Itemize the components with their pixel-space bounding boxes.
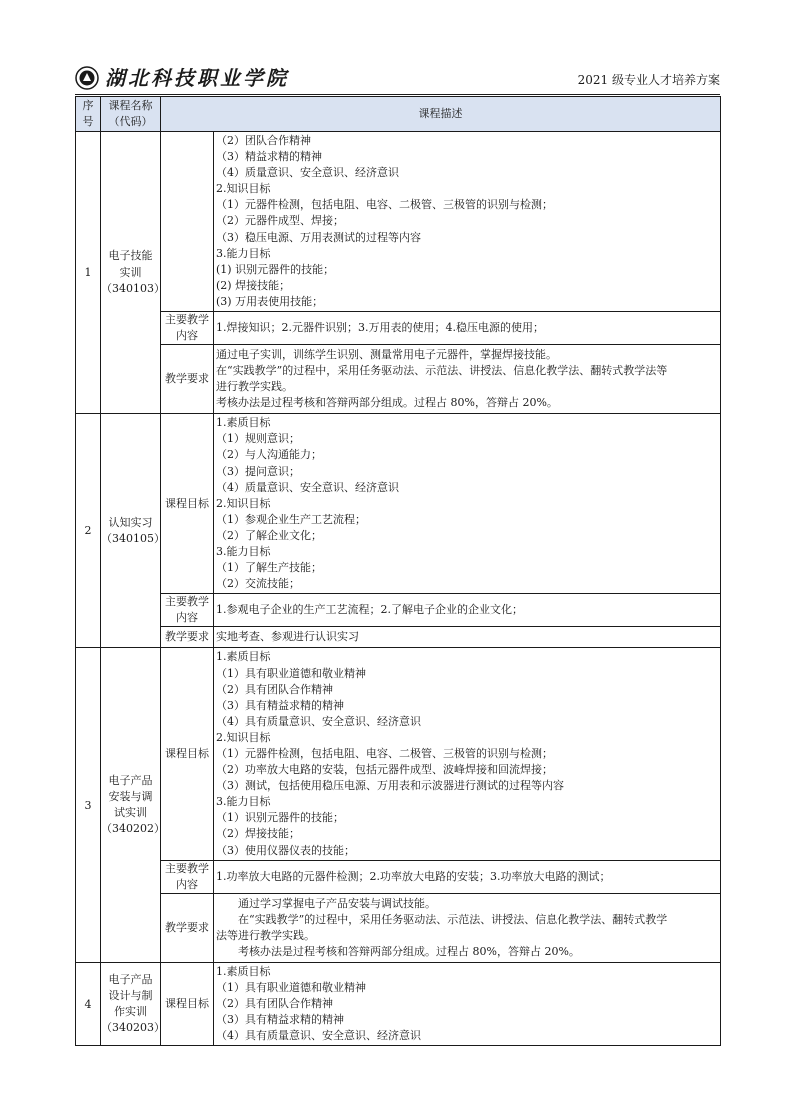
section-description: 1.焊接知识；2.元器件识别；3.万用表的使用；4.稳压电源的使用； bbox=[214, 312, 721, 345]
section-description: 1.素质目标 （1）规则意识； （2）与人沟通能力； （3）提问意识； （4）质量意识、安全意识、经济意识 2.知识目标 （1）参观企业生产工艺流程； （2）了解企业文化； 3.能力目标 （1）了解生产技能； （2）交流技能； bbox=[214, 414, 721, 594]
header-divider bbox=[75, 94, 720, 95]
course-number: 2 bbox=[76, 414, 101, 648]
table-row bbox=[76, 594, 721, 627]
section-type: 教学要求 bbox=[161, 345, 214, 414]
document-title: 2021 级专业人才培养方案 bbox=[577, 73, 720, 87]
table-row bbox=[76, 312, 721, 345]
column-header-description: 课程描述 bbox=[161, 97, 721, 132]
school-logo-icon bbox=[75, 66, 99, 90]
section-description: 1.参观电子企业的生产工艺流程；2.了解电子企业的企业文化； bbox=[214, 594, 721, 627]
column-header-no: 序 号 bbox=[76, 97, 101, 132]
course-name: 认知实习 （340105） bbox=[101, 414, 161, 648]
section-description: 通过学习掌握电子产品安装与调试技能。 在“实践教学”的过程中，采用任务驱动法、示范法、讲授法、信息化教学法、翻转式教学 法等进行教学实践。 考核办法是过程考核和答辩两部分组成。过程占 80%，答辩占 20%。 bbox=[214, 893, 721, 962]
table-row bbox=[76, 627, 721, 648]
section-type: 课程目标 bbox=[161, 962, 214, 1045]
section-type bbox=[161, 132, 214, 312]
table-header-row bbox=[76, 97, 721, 132]
table-row bbox=[76, 860, 721, 893]
table-row bbox=[76, 648, 721, 860]
course-name: 电子产品 设计与制 作实训 （340203） bbox=[101, 962, 161, 1045]
course-number: 1 bbox=[76, 132, 101, 414]
course-number: 4 bbox=[76, 962, 101, 1045]
section-description: 1.素质目标 （1）具有职业道德和敬业精神 （2）具有团队合作精神 （3）具有精益求精的精神 （4）具有质量意识、安全意识、经济意识 2.知识目标 （1）元器件检测，包括电阻、电容、二极管、三极管的识别与检测； （2）功率放大电路的安装，包括元器件成型、波峰焊接和回流焊接； （3）测试，包括使用稳压电源、万用表和示波器进行测试的过程等内容 3.能力目标 （1）识别元器件的技能； （2）焊接技能； （3）使用仪器仪表的技能； bbox=[214, 648, 721, 860]
page-header bbox=[75, 64, 720, 94]
course-number: 3 bbox=[76, 648, 101, 962]
column-header-name: 课程名称 （代码） bbox=[101, 97, 161, 132]
school-name: 湖北科技职业学院 bbox=[105, 66, 289, 90]
table-row bbox=[76, 132, 721, 312]
section-type: 主要教学 内容 bbox=[161, 860, 214, 893]
section-type: 教学要求 bbox=[161, 627, 214, 648]
section-description: 通过电子实训，训练学生识别、测量常用电子元器件，掌握焊接技能。 在“实践教学”的过程中，采用任务驱动法、示范法、讲授法、信息化教学法、翻转式教学法等 进行教学实践。 考核办法是过程考核和答辩两部分组成。过程占 80%，答辩占 20%。 bbox=[214, 345, 721, 414]
section-type: 课程目标 bbox=[161, 648, 214, 860]
section-type: 主要教学 内容 bbox=[161, 312, 214, 345]
section-description: 实地考查、参观进行认识实习 bbox=[214, 627, 721, 648]
course-name: 电子产品 安装与调 试实训 （340202） bbox=[101, 648, 161, 962]
section-type: 课程目标 bbox=[161, 414, 214, 594]
course-name: 电子技能 实训 （340103） bbox=[101, 132, 161, 414]
table-row bbox=[76, 414, 721, 594]
table-row bbox=[76, 345, 721, 414]
section-type: 教学要求 bbox=[161, 893, 214, 962]
table-row bbox=[76, 893, 721, 962]
section-description: （2）团队合作精神 （3）精益求精的精神 （4）质量意识、安全意识、经济意识 2.知识目标 （1）元器件检测，包括电阻、电容、二极管、三极管的识别与检测； （2）元器件成型、焊接； （3）稳压电源、万用表测试的过程等内容 3.能力目标 (1) 识别元器件的技能； (2) 焊接技能； (3) 万用表使用技能； bbox=[214, 132, 721, 312]
section-description: 1.功率放大电路的元器件检测；2.功率放大电路的安装；3.功率放大电路的测试； bbox=[214, 860, 721, 893]
curriculum-table bbox=[75, 96, 721, 1046]
section-type: 主要教学 内容 bbox=[161, 594, 214, 627]
section-description: 1.素质目标 （1）具有职业道德和敬业精神 （2）具有团队合作精神 （3）具有精益求精的精神 （4）具有质量意识、安全意识、经济意识 bbox=[214, 962, 721, 1045]
table-row bbox=[76, 962, 721, 1045]
